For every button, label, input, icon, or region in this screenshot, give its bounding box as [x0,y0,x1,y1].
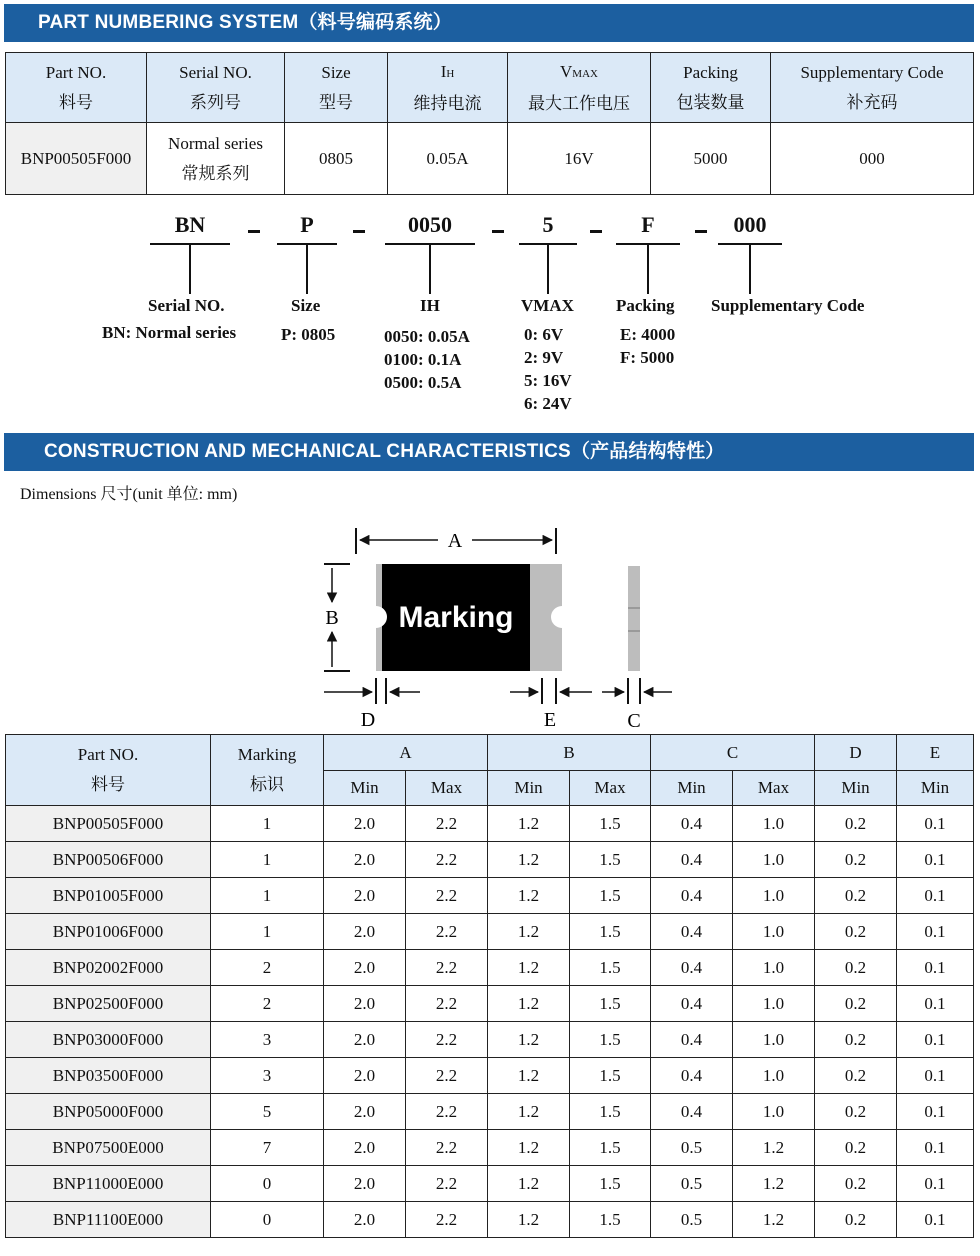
cell-d-min: 0.2 [815,1130,897,1166]
dims-header-e-min: Min [897,771,974,806]
cell-marking: 5 [211,1094,324,1130]
dimensions-note: Dimensions 尺寸(unit 单位: mm) [20,486,238,503]
dims-header-d: D [815,735,897,771]
cell-marking: 0 [211,1202,324,1238]
cell-e-min: 0.1 [897,878,974,914]
dim-label-d: D [360,709,376,731]
header-size-cn: 型号 [319,92,353,112]
numbering-header-row [6,53,974,123]
header-part-no-cn: 料号 [59,92,93,112]
table-row [6,914,974,950]
dimension-b [324,564,350,671]
cell-a-min: 2.0 [324,806,406,842]
table-row [6,878,974,914]
cell-part-no: BNP11000E000 [6,1166,211,1202]
dimension-figure [310,520,690,732]
code-segment-ih: 0050 [408,212,452,237]
dim-label-a: A [447,530,463,552]
cell-serial-no [147,123,285,195]
cell-e-min: 0.1 [897,1202,974,1238]
code-label-supp-title: Supplementary Code [711,296,865,315]
code-connector-size [306,244,308,294]
cell-a-max: 2.2 [406,1166,488,1202]
cell-e-min: 0.1 [897,1022,974,1058]
dims-header-part-no [6,735,211,806]
header-vmax [508,53,651,123]
table-row [6,806,974,842]
cell-e-min: 0.1 [897,806,974,842]
cell-a-min: 2.0 [324,878,406,914]
code-label-size-value: P: 0805 [281,325,336,344]
cell-c-max: 1.0 [733,950,815,986]
table-row [6,1202,974,1238]
chip-marking-text: Marking [398,601,514,634]
cell-d-min: 0.2 [815,1058,897,1094]
header-vmax-sub: MAX [572,67,598,80]
code-segment-vmax: 5 [542,212,554,237]
cell-a-max: 2.2 [406,1202,488,1238]
dimensions-table [5,734,974,1238]
cell-a-min: 2.0 [324,1094,406,1130]
cell-b-min: 1.2 [488,1130,570,1166]
code-label-ih-title: IH [420,296,440,315]
vmax-option: 2: 9V [524,348,564,367]
cell-b-max: 1.5 [570,1202,651,1238]
cell-part-no: BNP03000F000 [6,1022,211,1058]
cell-b-max: 1.5 [570,1094,651,1130]
cell-part-no: BNP01005F000 [6,878,211,914]
cell-c-max: 1.0 [733,1058,815,1094]
cell-supplementary-code: 000 [771,123,974,195]
code-label-vmax-title: VMAX [521,296,574,315]
dims-table-body [6,806,974,1238]
code-connector-ih [429,244,431,294]
dim-label-c: C [627,710,641,732]
cell-e-min: 0.1 [897,1058,974,1094]
dimension-d [324,678,420,731]
cell-c-min: 0.4 [651,806,733,842]
cell-d-min: 0.2 [815,1022,897,1058]
cell-c-max: 1.0 [733,986,815,1022]
header-ih-en [388,57,507,89]
dimension-c [602,678,672,732]
cell-a-max: 2.2 [406,842,488,878]
chip-side-profile [628,566,640,671]
cell-c-min: 0.4 [651,842,733,878]
cell-part-no: BNP00506F000 [6,842,211,878]
cell-a-min: 2.0 [324,1166,406,1202]
dims-header-a-min: Min [324,771,406,806]
cell-a-max: 2.2 [406,1130,488,1166]
cell-part-no: BNP01006F000 [6,914,211,950]
cell-a-max: 2.2 [406,878,488,914]
cell-marking: 3 [211,1022,324,1058]
code-label-serial-value: BN: Normal series [102,323,237,342]
cell-serial-cn: 常规系列 [181,163,250,183]
ih-option: 0500: 0.5A [384,373,462,392]
cell-c-max: 1.0 [733,914,815,950]
code-dash [248,230,260,233]
cell-a-min: 2.0 [324,986,406,1022]
dims-header-c-min: Min [651,771,733,806]
cell-part-no: BNP03500F000 [6,1058,211,1094]
cell-part-no: BNP11100E000 [6,1202,211,1238]
code-dash [695,230,707,233]
code-connector-serial [189,244,191,294]
ih-option: 0050: 0.05A [384,327,470,346]
cell-a-min: 2.0 [324,914,406,950]
cell-a-max: 2.2 [406,806,488,842]
cell-a-max: 2.2 [406,1094,488,1130]
cell-part-no: BNP02002F000 [6,950,211,986]
code-label-vmax-values [524,323,572,415]
header-size [285,53,388,123]
dims-header-b-min: Min [488,771,570,806]
cell-marking: 1 [211,842,324,878]
table-row [6,1022,974,1058]
header-ih-sub: H [446,67,455,80]
cell-part-no: BNP00505F000 [6,806,211,842]
vmax-option: 0: 6V [524,325,564,344]
code-segment-serial: BN [174,212,206,237]
cell-c-max: 1.0 [733,1022,815,1058]
cell-a-max: 2.2 [406,1022,488,1058]
cell-b-min: 1.2 [488,878,570,914]
cell-marking: 2 [211,950,324,986]
header-vmax-main: V [560,61,573,81]
cell-c-min: 0.4 [651,1058,733,1094]
header-packing-en: Packing [683,62,738,82]
cell-a-min: 2.0 [324,1058,406,1094]
cell-e-min: 0.1 [897,1094,974,1130]
code-label-ih-values [384,325,470,394]
chip-side-view [628,566,640,671]
code-dash [590,230,602,233]
code-label-packing-title: Packing [616,296,675,315]
vmax-option: 6: 24V [524,394,572,413]
dims-header-c: C [651,735,815,771]
cell-c-max: 1.0 [733,878,815,914]
cell-d-min: 0.2 [815,986,897,1022]
dims-header-marking-cn: 标识 [250,775,284,794]
cell-b-max: 1.5 [570,914,651,950]
cell-c-min: 0.5 [651,1166,733,1202]
cell-e-min: 0.1 [897,842,974,878]
cell-d-min: 0.2 [815,842,897,878]
cell-marking: 1 [211,914,324,950]
code-segment-size: P [300,212,314,237]
ih-option: 0100: 0.1A [384,350,462,369]
cell-ih: 0.05A [388,123,508,195]
code-connector-packing [647,244,649,294]
cell-d-min: 0.2 [815,1166,897,1202]
cell-marking: 2 [211,986,324,1022]
header-serial-no-cn: 系列号 [190,92,241,112]
table-row [6,1094,974,1130]
dim-label-e: E [543,709,557,731]
cell-serial-en: Normal series [168,133,263,153]
cell-e-min: 0.1 [897,1130,974,1166]
cell-e-min: 0.1 [897,986,974,1022]
cell-a-min: 2.0 [324,842,406,878]
dimension-e [510,678,592,731]
cell-marking: 7 [211,1130,324,1166]
cell-a-min: 2.0 [324,1130,406,1166]
cell-b-min: 1.2 [488,914,570,950]
cell-b-max: 1.5 [570,806,651,842]
cell-c-max: 1.2 [733,1130,815,1166]
cell-b-min: 1.2 [488,1094,570,1130]
dimension-a [356,528,556,554]
chip-top-view [365,564,573,671]
header-ih-cn: 维持电流 [413,93,482,113]
cell-b-max: 1.5 [570,1130,651,1166]
cell-b-max: 1.5 [570,1166,651,1202]
cell-d-min: 0.2 [815,950,897,986]
table-row [6,1130,974,1166]
cell-c-min: 0.4 [651,950,733,986]
cell-b-max: 1.5 [570,986,651,1022]
numbering-data-row [6,123,974,195]
cell-marking: 1 [211,878,324,914]
cell-c-min: 0.4 [651,878,733,914]
cell-b-min: 1.2 [488,842,570,878]
cell-b-max: 1.5 [570,842,651,878]
terminal-notch-right [551,606,573,628]
terminal-notch-left [365,606,387,628]
part-numbering-table [5,52,974,195]
cell-c-min: 0.4 [651,986,733,1022]
cell-d-min: 0.2 [815,1094,897,1130]
cell-part-no: BNP00505F000 [6,123,147,195]
code-label-packing-values [620,323,675,369]
dims-header-marking-en: Marking [237,745,297,764]
cell-c-min: 0.4 [651,914,733,950]
cell-a-max: 2.2 [406,950,488,986]
cell-e-min: 0.1 [897,914,974,950]
cell-c-min: 0.5 [651,1130,733,1166]
header-ih [388,53,508,123]
cell-a-max: 2.2 [406,914,488,950]
table-row [6,1166,974,1202]
cell-c-max: 1.2 [733,1202,815,1238]
dims-header-e: E [897,735,974,771]
cell-part-no: BNP05000F000 [6,1094,211,1130]
section-title-construction: CONSTRUCTION AND MECHANICAL CHARACTERISTICS（产品结构特性） [4,433,974,471]
table-row [6,842,974,878]
cell-d-min: 0.2 [815,878,897,914]
header-size-en: Size [321,62,351,82]
table-row [6,986,974,1022]
cell-part-no: BNP02500F000 [6,986,211,1022]
cell-d-min: 0.2 [815,914,897,950]
cell-b-max: 1.5 [570,1058,651,1094]
cell-b-max: 1.5 [570,878,651,914]
cell-b-max: 1.5 [570,1022,651,1058]
header-vmax-cn: 最大工作电压 [528,93,630,113]
cell-d-min: 0.2 [815,1202,897,1238]
packing-option: F: 5000 [620,348,675,367]
code-connector-supp [749,244,751,294]
header-supp-cn: 补充码 [846,92,898,112]
cell-c-min: 0.4 [651,1094,733,1130]
cell-c-max: 1.0 [733,806,815,842]
header-packing [651,53,771,123]
header-serial-no-en: Serial NO. [179,62,252,82]
code-dash [353,230,365,233]
header-supp-en: Supplementary Code [800,62,944,82]
cell-e-min: 0.1 [897,950,974,986]
table-row [6,1058,974,1094]
cell-b-min: 1.2 [488,950,570,986]
section-title-part-numbering: PART NUMBERING SYSTEM（料号编码系统） [4,4,974,42]
cell-marking: 3 [211,1058,324,1094]
header-supplementary-code [771,53,974,123]
code-segment-packing: F [641,212,655,237]
dims-header-d-min: Min [815,771,897,806]
code-segment-supp: 000 [733,212,767,237]
header-serial-no [147,53,285,123]
header-part-no [6,53,147,123]
code-label-size-title: Size [291,296,321,315]
header-packing-cn: 包装数量 [676,92,745,112]
cell-size: 0805 [285,123,388,195]
header-ih-main: I [440,61,447,81]
packing-option: E: 4000 [620,325,676,344]
cell-c-max: 1.0 [733,1094,815,1130]
code-dash [492,230,504,233]
cell-marking: 1 [211,806,324,842]
dims-header-c-max: Max [733,771,815,806]
cell-a-min: 2.0 [324,950,406,986]
cell-c-max: 1.0 [733,842,815,878]
cell-e-min: 0.1 [897,1166,974,1202]
cell-c-min: 0.5 [651,1202,733,1238]
cell-c-min: 0.4 [651,1022,733,1058]
cell-marking: 0 [211,1166,324,1202]
dim-label-b: B [325,607,339,629]
dims-header-part-cn: 料号 [91,775,125,794]
cell-b-min: 1.2 [488,1202,570,1238]
code-connector-vmax [547,244,549,294]
cell-b-min: 1.2 [488,986,570,1022]
cell-b-max: 1.5 [570,950,651,986]
vmax-option: 5: 16V [524,371,572,390]
dims-header-part-en: Part NO. [77,745,139,764]
dims-header-row-1 [6,735,974,771]
cell-a-max: 2.2 [406,986,488,1022]
code-label-serial-title: Serial NO. [148,296,225,315]
dims-header-a: A [324,735,488,771]
cell-b-min: 1.2 [488,1166,570,1202]
cell-vmax: 16V [508,123,651,195]
cell-part-no: BNP07500E000 [6,1130,211,1166]
cell-a-min: 2.0 [324,1202,406,1238]
cell-b-min: 1.2 [488,1058,570,1094]
header-part-no-en: Part NO. [45,62,107,82]
dims-header-b: B [488,735,651,771]
cell-packing: 5000 [651,123,771,195]
cell-d-min: 0.2 [815,806,897,842]
table-row [6,950,974,986]
cell-a-min: 2.0 [324,1022,406,1058]
cell-c-max: 1.2 [733,1166,815,1202]
header-vmax-en [508,57,650,89]
cell-a-max: 2.2 [406,1058,488,1094]
cell-b-min: 1.2 [488,1022,570,1058]
dims-header-b-max: Max [570,771,651,806]
dims-header-a-max: Max [406,771,488,806]
dims-header-marking [211,735,324,806]
cell-b-min: 1.2 [488,806,570,842]
